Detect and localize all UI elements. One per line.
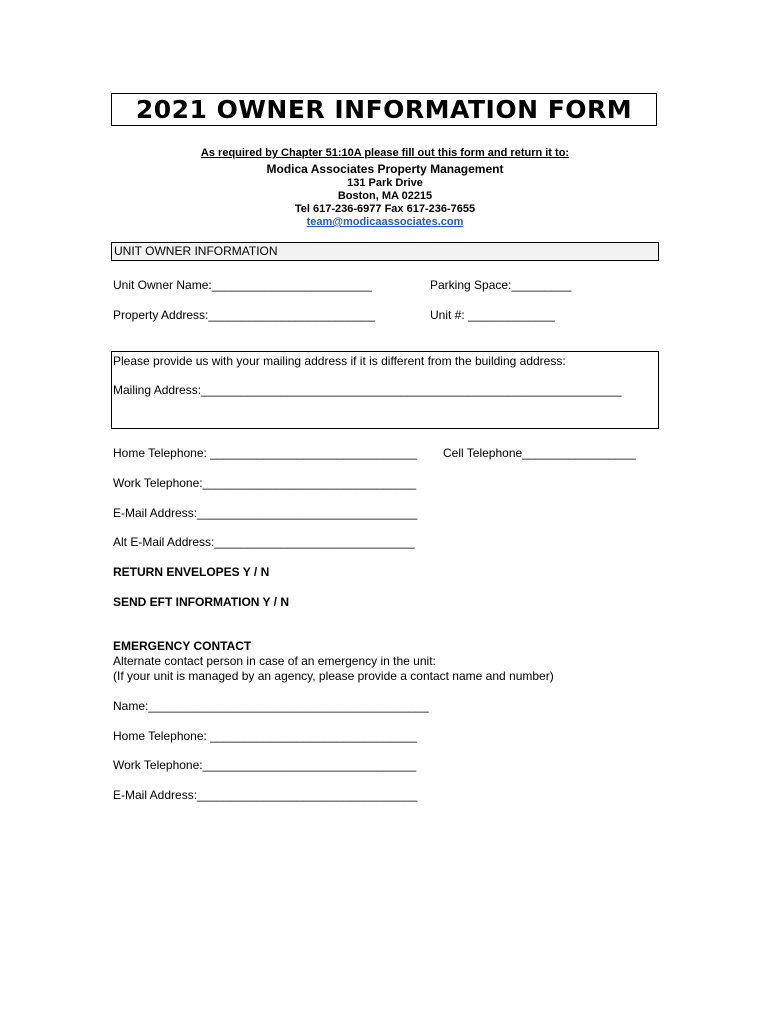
emergency-name-field[interactable]: Name:__________________________________________ — [113, 699, 429, 713]
emergency-note-1: Alternate contact person in case of an emergency in the unit: — [113, 654, 436, 668]
home-telephone-field[interactable]: Home Telephone: _______________________________ — [113, 446, 418, 460]
form-title: 2021 OWNER INFORMATION FORM — [111, 93, 657, 126]
emergency-note-2: (If your unit is managed by an agency, please provide a contact name and number) — [113, 669, 554, 683]
emergency-home-telephone-field[interactable]: Home Telephone: _______________________________ — [113, 729, 418, 743]
instruction-text: As required by Chapter 51:10A please fill out this form and return it to: — [200, 147, 570, 159]
owner-name-field[interactable]: Unit Owner Name:________________________ — [113, 278, 372, 292]
company-name: Modica Associates Property Management — [266, 162, 504, 176]
send-eft-option[interactable]: SEND EFT INFORMATION Y / N — [113, 595, 290, 609]
mailing-note: Please provide us with your mailing address if it is different from the building address: — [113, 354, 566, 368]
emergency-work-telephone-field[interactable]: Work Telephone:________________________________ — [113, 758, 417, 772]
company-email-link[interactable]: team@modicaassociates.com — [306, 216, 464, 228]
work-telephone-field[interactable]: Work Telephone:________________________________ — [113, 476, 417, 490]
emergency-email-field[interactable]: E-Mail Address:_________________________________ — [113, 788, 418, 802]
parking-space-field[interactable]: Parking Space:_________ — [430, 278, 572, 292]
unit-owner-section-heading: UNIT OWNER INFORMATION — [111, 242, 659, 261]
mailing-address-field[interactable]: Mailing Address:_______________________________________________________________ — [113, 383, 622, 397]
emergency-contact-heading: EMERGENCY CONTACT — [113, 639, 252, 653]
company-city: Boston, MA 02215 — [337, 190, 433, 202]
unit-number-field[interactable]: Unit #: _____________ — [430, 308, 555, 322]
return-envelopes-option[interactable]: RETURN ENVELOPES Y / N — [113, 565, 270, 579]
company-phones: Tel 617-236-6977 Fax 617-236-7655 — [294, 203, 476, 215]
company-street: 131 Park Drive — [347, 177, 423, 189]
cell-telephone-field[interactable]: Cell Telephone_________________ — [443, 446, 636, 460]
property-address-field[interactable]: Property Address:_________________________ — [113, 308, 376, 322]
email-field[interactable]: E-Mail Address:_________________________________ — [113, 506, 418, 520]
alt-email-field[interactable]: Alt E-Mail Address:______________________________ — [113, 535, 415, 549]
